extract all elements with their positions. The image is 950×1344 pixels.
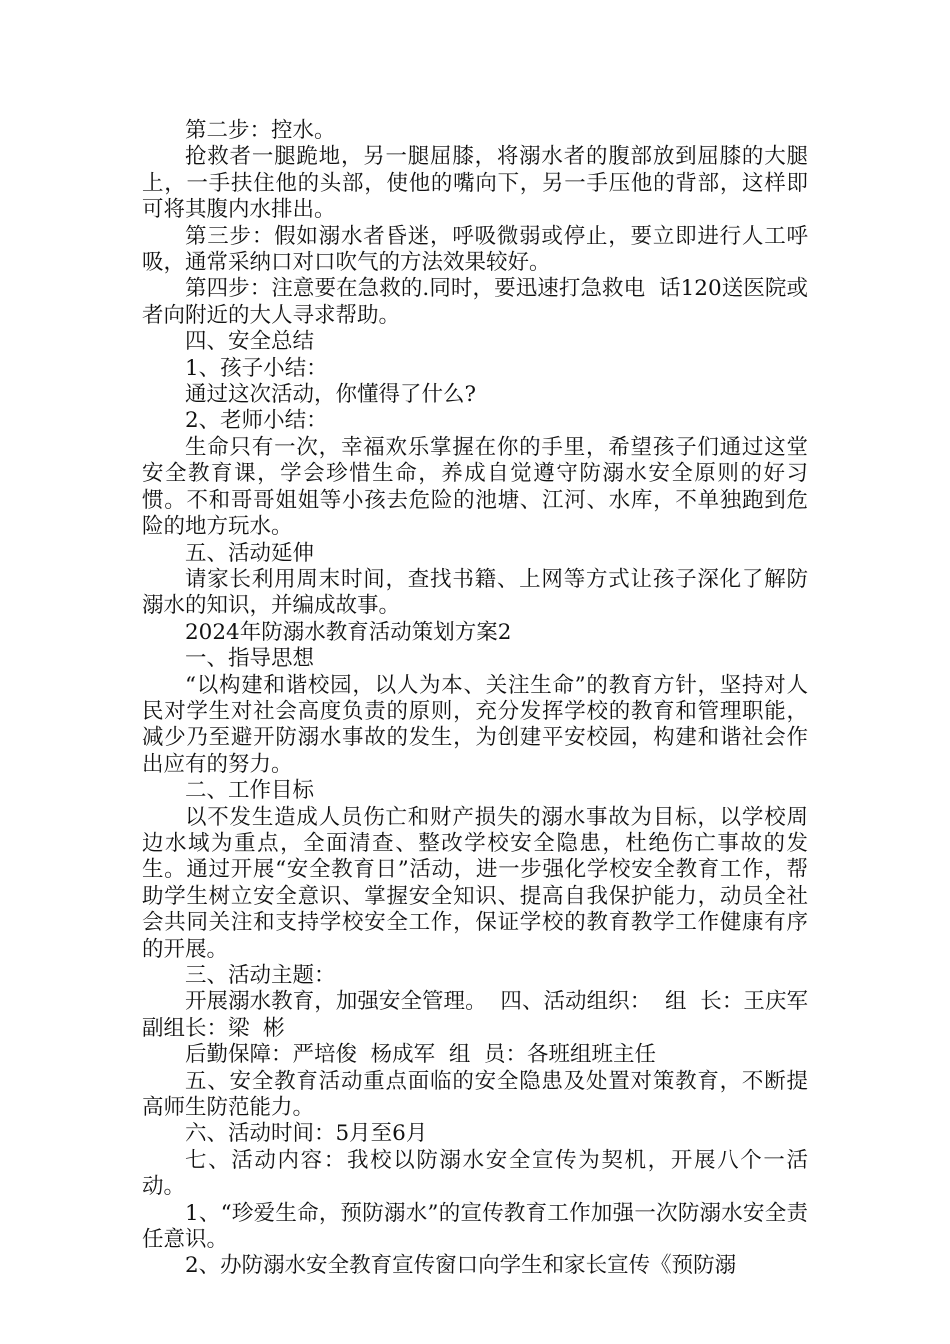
heading-activity-theme: 三、活动主题：: [185, 963, 336, 988]
paragraph-activity-content: 七、活动内容：我校以防溺水安全宣传为契机，开展八个一活动。: [142, 1147, 808, 1200]
paragraph-item-1: 1、“珍爱生命，预防溺水”的宣传教育工作加强一次防溺水安全责任意识。: [142, 1200, 808, 1253]
paragraph-teacher-summary: 生命只有一次，幸福欢乐掌握在你的手里，希望孩子们通过这堂安全教育课，学会珍惜生命，养成自觉遵守防溺水安全原则的好习惯。不和哥哥姐姐等小孩去危险的池塘、江河、水库，不单独跑到危险的地方玩水。: [142, 434, 808, 540]
heading-guiding-thought: 一、指导思想: [185, 646, 315, 672]
heading-child-summary: 1、孩子小结：: [185, 355, 328, 381]
heading-activity-extension: 五、活动延伸: [185, 540, 315, 566]
paragraph-activity-theme: 开展溺水教育，加强安全管理。 四、活动组织： 组 长：王庆军 副组长：梁 彬: [142, 989, 822, 1041]
paragraph-activity-extension: 请家长利用周末时间，查找书籍、上网等方式让孩子深化了解防溺水的知识，并编成故事。: [142, 566, 808, 619]
heading-safety-summary: 四、安全总结: [185, 329, 315, 355]
paragraph-activity-time: 六、活动时间：5月至6月: [185, 1121, 428, 1147]
paragraph-work-goal: 以不发生造成人员伤亡和财产损失的溺水事故为目标，以学校周边水域为重点，全面清查、整改学校安全隐患，杜绝伤亡事故的发生。通过开展“安全教育日”活动，进一步强化学校安全教育工作，帮助学生树立安全意识、掌握安全知识、提高自我保护能力，动员全社会共同关注和支持学校安全工作，保证学校的教育教学工作健康有序的开展。: [142, 804, 808, 962]
paragraph-step2-title: 第二步：控水。: [185, 118, 336, 143]
paragraph-logistics: 后勤保障：严培俊 杨成军 组 员：各班组班主任: [185, 1042, 657, 1068]
paragraph-step3: 第三步：假如溺水者昏迷，呼吸微弱或停止，要立即进行人工呼吸，通常采纳口对口吹气的方法效果较好。: [142, 223, 808, 276]
paragraph-safety-focus: 五、安全教育活动重点面临的安全隐患及处置对策教育，不断提高师生防范能力。: [142, 1068, 808, 1121]
heading-teacher-summary: 2、老师小结：: [185, 408, 328, 434]
paragraph-child-summary: 通过这次活动，你懂得了什么?: [185, 382, 477, 408]
paragraph-step2-body: 抢救者一腿跪地，另一腿屈膝，将溺水者的腹部放到屈膝的大腿上，一手扶住他的头部，使他的嘴向下，另一手压他的背部，这样即可将其腹内水排出。: [142, 144, 808, 223]
heading-plan-2: 2024年防溺水教育活动策划方案2: [185, 619, 512, 645]
paragraph-step4: 第四步：注意要在急救的.同时，要迅速打急救电 话120送医院或者向附近的大人寻求帮助。: [142, 276, 808, 328]
paragraph-item-2: 2、办防溺水安全教育宣传窗口向学生和家长宣传《预防溺: [185, 1253, 737, 1279]
paragraph-guiding-thought: “以构建和谐校园，以人为本、关注生命”的教育方针，坚持对人民对学生对社会高度负责的原则，充分发挥学校的教育和管理职能，减少乃至避开防溺水事故的发生，为创建平安校园，构建和谐社会作出应有的努力。: [142, 672, 808, 777]
document-page: [142, 118, 822, 1280]
heading-work-goal: 二、工作目标: [185, 778, 315, 804]
